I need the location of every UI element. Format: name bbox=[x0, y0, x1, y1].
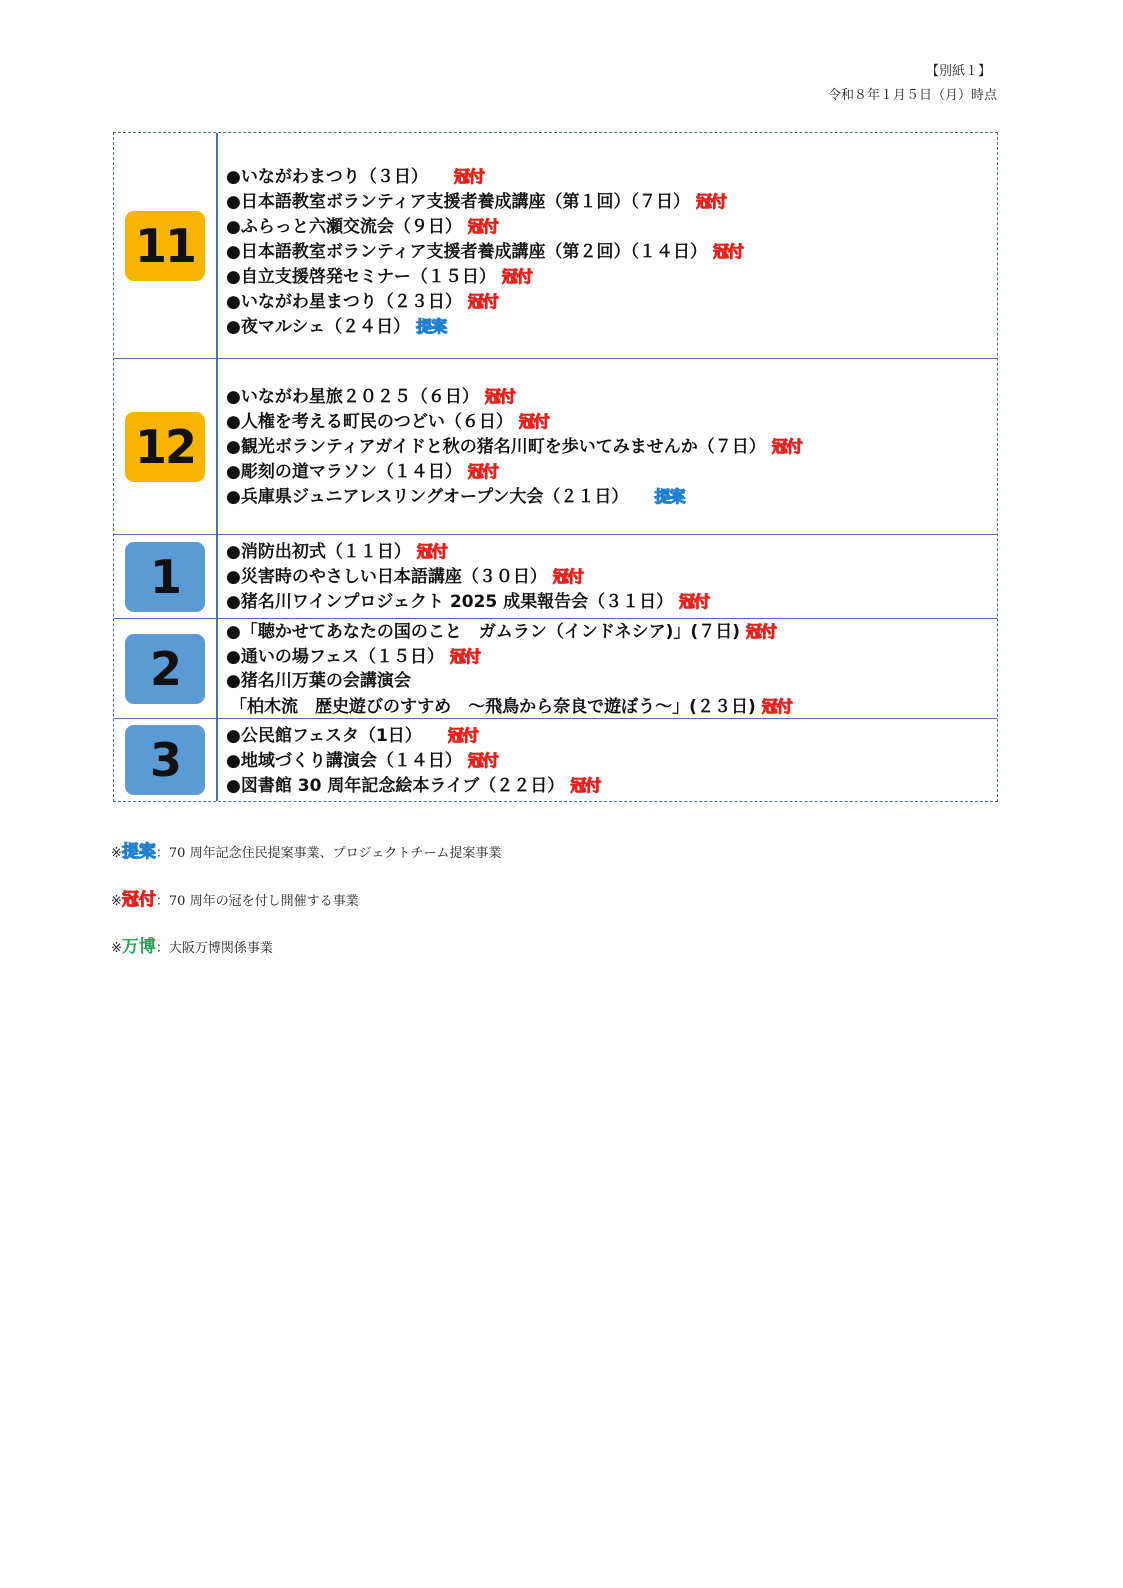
event-item-subtitle: 「柏木流 歴史遊びのすすめ ～飛鳥から奈良で遊ぼう～」(２３日) 冠付 bbox=[226, 694, 989, 719]
month-badge-12: 12 bbox=[125, 412, 205, 482]
legend-teian: ※提案：70 周年記念住民提案事業、プロジェクトチーム提案事業 bbox=[111, 842, 502, 862]
event-item: ●地域づくり講演会（１４日） 冠付 bbox=[226, 748, 989, 773]
event-item: ●日本語教室ボランティア支援者養成講座（第２回）（１４日） 冠付 bbox=[226, 239, 989, 264]
month-row-3 bbox=[114, 719, 997, 801]
teian-tag: 提案 bbox=[654, 487, 685, 506]
event-item: ●ふらっと六瀬交流会（９日） 冠付 bbox=[226, 214, 989, 239]
event-item: ●公民館フェスタ（1日） 冠付 bbox=[226, 723, 989, 748]
month-badge-1: 1 bbox=[125, 542, 205, 612]
event-item: ●人権を考える町民のつどい（６日） 冠付 bbox=[226, 409, 989, 434]
kanmuri-tag: 冠付 bbox=[484, 387, 515, 406]
month-cell bbox=[114, 133, 218, 358]
month-cell bbox=[114, 619, 218, 718]
as-of-date: 令和８年１月５日（月）時点 bbox=[827, 88, 997, 103]
event-list bbox=[218, 133, 997, 358]
event-schedule-table bbox=[113, 132, 998, 802]
event-list bbox=[218, 535, 997, 618]
event-item: ●日本語教室ボランティア支援者養成講座（第１回）（７日） 冠付 bbox=[226, 189, 989, 214]
event-item: ●自立支援啓発セミナー（１５日） 冠付 bbox=[226, 264, 989, 289]
month-row-1 bbox=[114, 535, 997, 619]
month-row-11 bbox=[114, 133, 997, 359]
event-item: ●彫刻の道マラソン（１４日） 冠付 bbox=[226, 459, 989, 484]
kanmuri-tag: 冠付 bbox=[453, 167, 484, 186]
kanmuri-tag: 冠付 bbox=[501, 267, 532, 286]
month-badge-11: 11 bbox=[125, 211, 205, 281]
legend-kanmuri: ※冠付：70 周年の冠を付し開催する事業 bbox=[111, 890, 359, 910]
month-row-12 bbox=[114, 359, 997, 535]
event-item: ●通いの場フェス（１５日） 冠付 bbox=[226, 644, 989, 669]
kanmuri-tag: 冠付 bbox=[552, 567, 583, 586]
kanmuri-tag: 冠付 bbox=[761, 696, 792, 716]
month-cell bbox=[114, 359, 218, 534]
banpaku-label: 万博 bbox=[121, 937, 156, 957]
kanmuri-tag: 冠付 bbox=[712, 242, 743, 261]
month-row-2 bbox=[114, 619, 997, 719]
attachment-label: 【別紙１】 bbox=[925, 64, 991, 79]
kanmuri-tag: 冠付 bbox=[467, 750, 498, 770]
kanmuri-tag: 冠付 bbox=[467, 292, 498, 311]
event-item: ●猪名川ワインプロジェクト 2025 成果報告会（３１日） 冠付 bbox=[226, 589, 989, 614]
event-item: ●いながわまつり（３日） 冠付 bbox=[226, 164, 989, 189]
month-badge-2: 2 bbox=[125, 634, 205, 704]
kanmuri-tag: 冠付 bbox=[449, 646, 480, 666]
teian-tag: 提案 bbox=[416, 317, 447, 336]
kanmuri-tag: 冠付 bbox=[570, 775, 601, 795]
month-badge-3: 3 bbox=[125, 725, 205, 795]
kanmuri-label: 冠付 bbox=[121, 890, 156, 910]
event-item: ●図書館 30 周年記念絵本ライブ（２２日） 冠付 bbox=[226, 773, 989, 798]
event-item: ●「聴かせてあなたの国のこと ガムラン（インドネシア)」(７日) 冠付 bbox=[226, 619, 989, 644]
event-item: ●災害時のやさしい日本語講座（３０日） 冠付 bbox=[226, 564, 989, 589]
event-item: ●猪名川万葉の会講演会 bbox=[226, 670, 411, 691]
event-list bbox=[218, 619, 997, 718]
kanmuri-tag: 冠付 bbox=[771, 437, 802, 456]
kanmuri-tag: 冠付 bbox=[518, 412, 549, 431]
event-item: ●夜マルシェ（２４日） 提案 bbox=[226, 314, 989, 339]
event-item: ●いながわ星まつり（２３日） 冠付 bbox=[226, 289, 989, 314]
kanmuri-tag: 冠付 bbox=[695, 192, 726, 211]
month-cell bbox=[114, 719, 218, 801]
kanmuri-tag: 冠付 bbox=[416, 542, 447, 561]
event-list bbox=[218, 359, 997, 534]
teian-label: 提案 bbox=[121, 842, 156, 862]
event-item: ●いながわ星旅２０２５（６日） 冠付 bbox=[226, 384, 989, 409]
kanmuri-tag: 冠付 bbox=[745, 621, 776, 641]
event-item: ●消防出初式（１１日） 冠付 bbox=[226, 539, 989, 564]
month-cell bbox=[114, 535, 218, 618]
kanmuri-tag: 冠付 bbox=[447, 725, 478, 745]
event-item: ●兵庫県ジュニアレスリングオープン大会（２１日） 提案 bbox=[226, 484, 989, 509]
event-item: ●観光ボランティアガイドと秋の猪名川町を歩いてみませんか（７日） 冠付 bbox=[226, 434, 989, 459]
event-list bbox=[218, 719, 997, 801]
kanmuri-tag: 冠付 bbox=[467, 217, 498, 236]
kanmuri-tag: 冠付 bbox=[467, 462, 498, 481]
legend-banpaku: ※万博：大阪万博関係事業 bbox=[111, 937, 273, 957]
kanmuri-tag: 冠付 bbox=[679, 592, 710, 611]
